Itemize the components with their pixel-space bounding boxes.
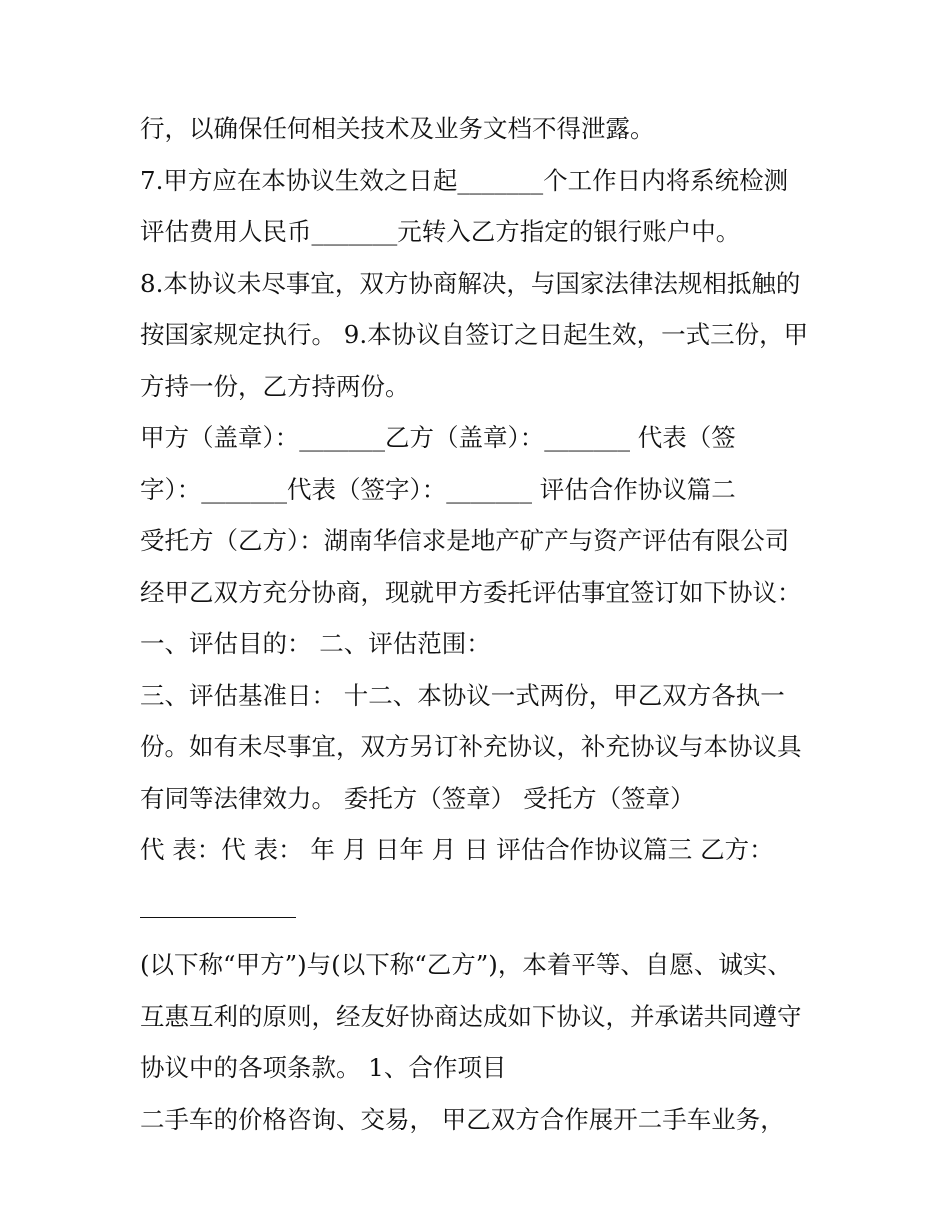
text-line: 受托方（乙方）：湖南华信求是地产矿产与资产评估有限公司 [140, 526, 790, 555]
text-line: 代 表：代 表： 年 月 日年 月 日 评估合作协议篇三 乙方： [140, 835, 774, 864]
text-line: 字）：_______代表（签字）：_______ 评估合作协议篇二 [140, 474, 736, 504]
text-line: 份。如有未尽事宜，双方另订补充协议，补充协议与本协议具 [140, 732, 802, 761]
text-line: 方持一份，乙方持两份。 [140, 371, 410, 401]
text-line: (以下称“甲方”)与(以下称“乙方”)，本着平等、自愿、诚实、 [140, 950, 792, 979]
text-line: 三、评估基准日： 十二、本协议一式两份，甲乙双方各执一 [140, 680, 785, 710]
text-line: 协议中的各项条款。 1、合作项目 [140, 1053, 507, 1082]
document-body [140, 107, 820, 1149]
paragraph-gap [140, 931, 820, 943]
text-line: 评估费用人民币_______元转入乙方指定的银行账户中。 [140, 217, 741, 246]
blank-underline [140, 917, 296, 918]
text-line: 8.本协议未尽事宜，双方协商解决，与国家法律法规相抵触的 [140, 268, 801, 298]
text-line: 行，以确保任何相关技术及业务文档不得泄露。 [140, 114, 655, 143]
text-line: 二手车的价格咨询、交易， 甲乙双方合作展开二手车业务， [140, 1104, 785, 1134]
text-line: 有同等法律效力。 委托方（签章） 受托方（签章） [140, 783, 695, 813]
text-line: 按国家规定执行。 9.本协议自签订之日起生效，一式三份，甲 [140, 320, 809, 349]
text-line: 互惠互利的原则，经友好协商达成如下协议，并承诺共同遵守 [140, 1001, 802, 1031]
text-line: 7.甲方应在本协议生效之日起_______个工作日内将系统检测 [140, 165, 789, 195]
text-line: 经甲乙双方充分协商，现就甲方委托评估事宜签订如下协议： [140, 577, 802, 607]
text-line: 一、评估目的： 二、评估范围： [140, 629, 491, 658]
signature-blank-line [140, 880, 820, 932]
text-line: 甲方（盖章）：_______乙方（盖章）：_______ 代表（签 [140, 423, 736, 452]
